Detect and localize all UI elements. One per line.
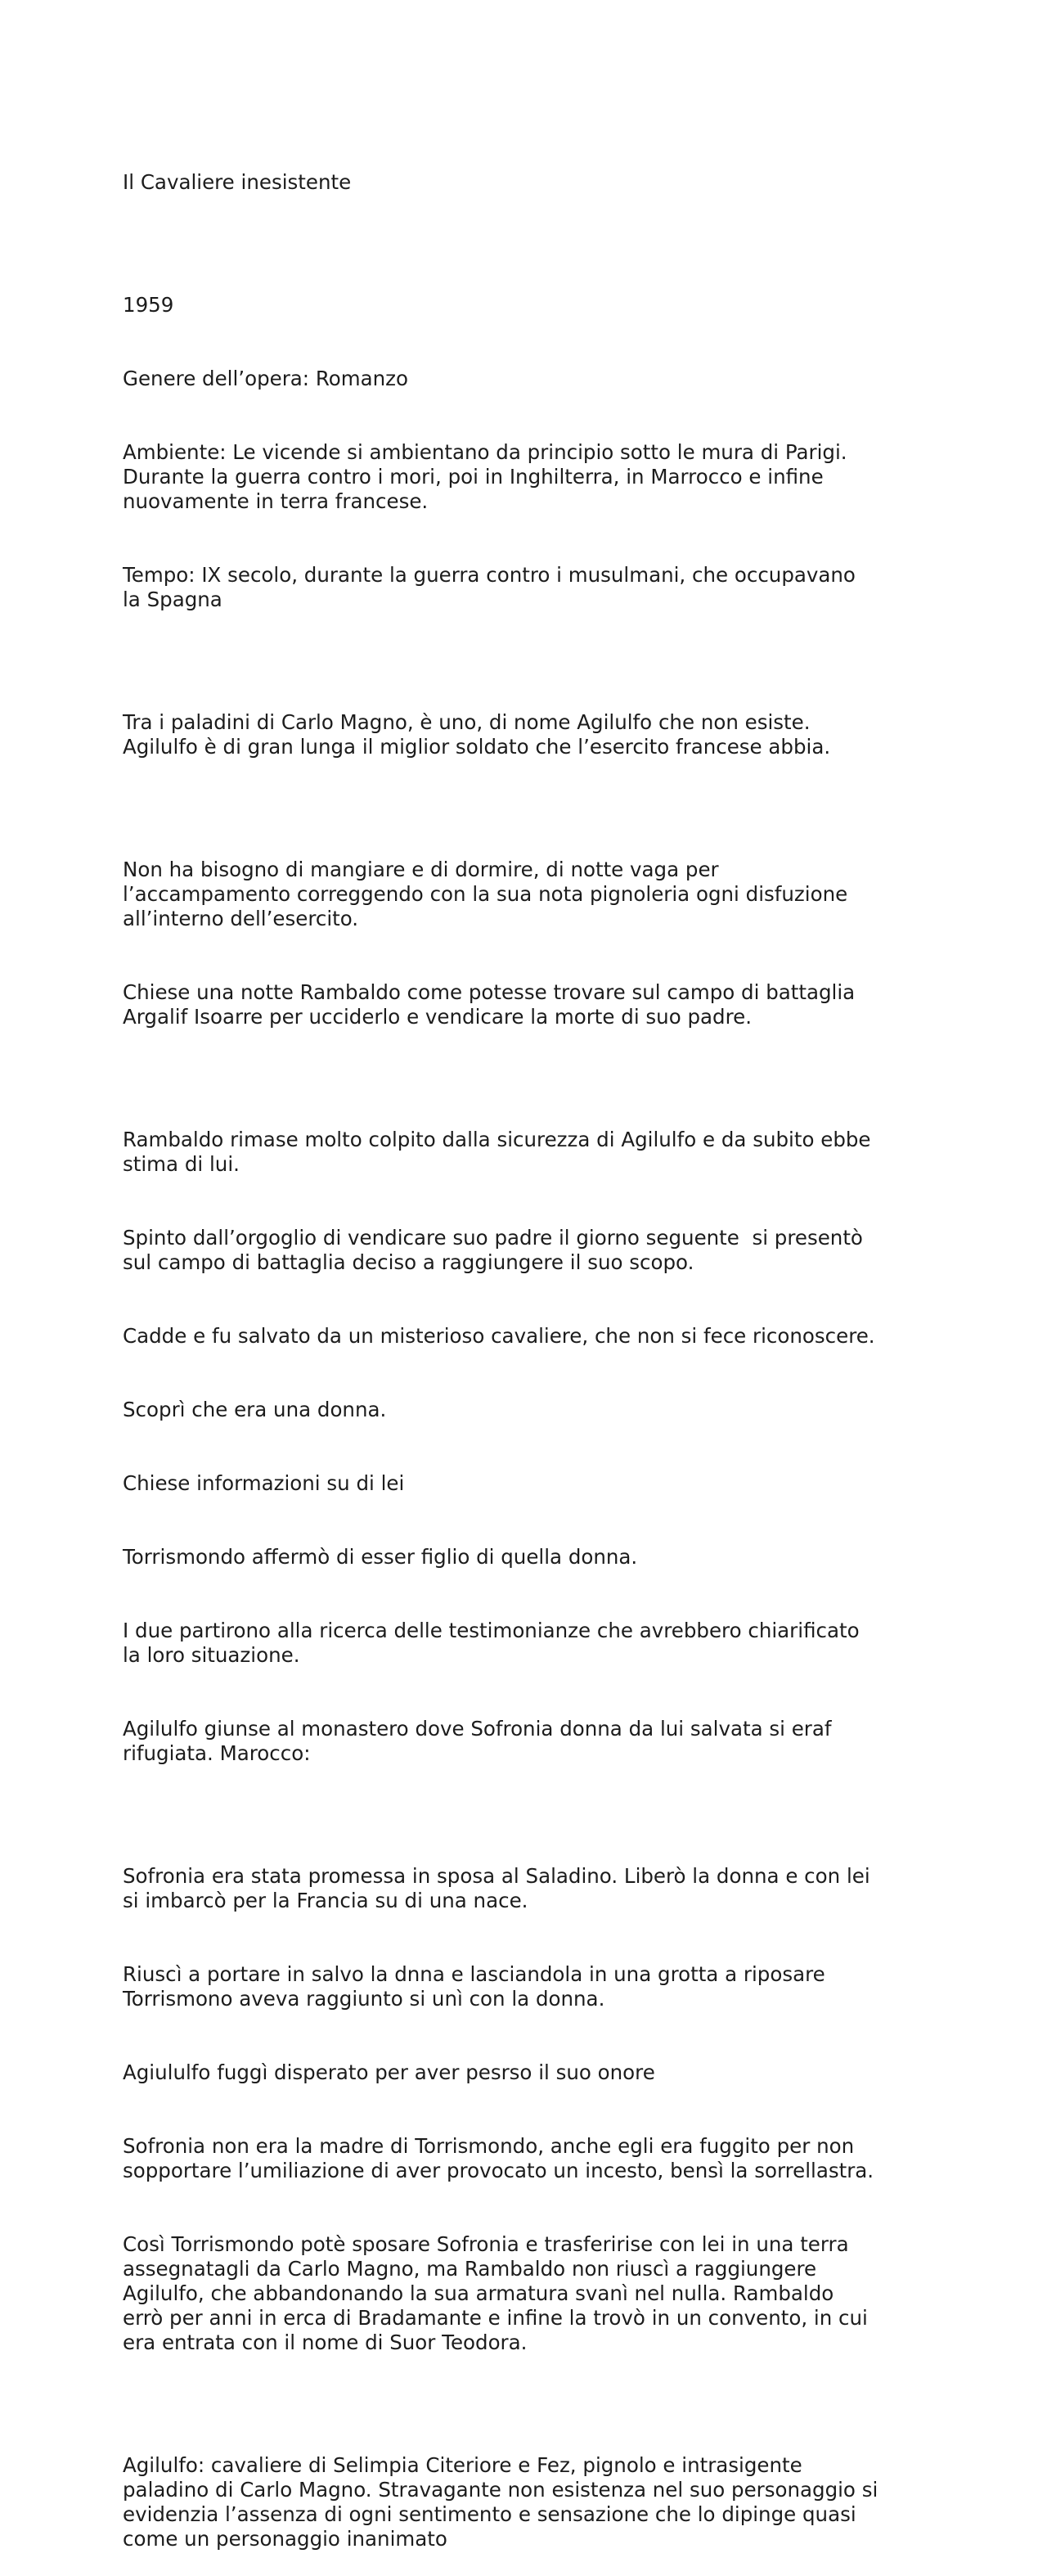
plot-paragraph: Chiese informazioni su di lei [123,1471,405,1495]
document-body [123,121,949,2576]
plot-paragraph: Agilulfo giunse al monastero dove Sofronia donna da lui salvata si eraf rifugiata. Marocco: [123,1717,832,1765]
plot-paragraph: Scoprì che era una donna. [123,1398,387,1421]
character-paragraph: Agilulfo: cavaliere di Selimpia Citeriore e Fez, pignolo e intrasigente paladino di Carlo Magno. Stravagante non esistenza nel suo personaggio si evidenzia l’assenza di ogni sentimento e sensazione che lo dipinge quasi come un personaggio inanimato [123,2453,878,2551]
plot-paragraph: Agiululfo fuggì disperato per aver pesrso il suo onore [123,2060,655,2084]
plot-paragraph: Rambaldo rimase molto colpito dalla sicurezza di Agilulfo e da subito ebbe stima di lui. [123,1128,871,1176]
plot-paragraph: Cadde e fu salvato da un misterioso cavaliere, che non si fece riconoscere. [123,1324,875,1348]
plot-paragraph: Sofronia non era la madre di Torrismondo, anche egli era fuggito per non sopportare l’umiliazione di aver provocato un incesto, bensì la sorrellastra. [123,2134,874,2182]
plot-paragraph: Torrismondo affermò di esser figlio di quella donna. [123,1545,638,1569]
setting-paragraph: Ambiente: Le vicende si ambientano da principio sotto le mura di Parigi. Durante la guerra contro i mori, poi in Inghilterra, in Marrocco e infine nuovamente in terra francese. [123,440,847,513]
document-title: Il Cavaliere inesistente [123,170,352,194]
plot-paragraph: Così Torrismondo potè sposare Sofronia e trasferirise con lei in una terra assegnatagli da Carlo Magno, ma Rambaldo non riuscì a raggiungere Agilulfo, che abbandonando la sua armatura svanì nel nulla. Rambaldo errò per anni in erca di Bradamante e infine la trovò in un convento, in cui era entrata con il nome di Suor Teodora. [123,2232,868,2354]
night-paragraph: Chiese una notte Rambaldo come potesse trovare sul campo di battaglia Argalif Isoarre per ucciderlo e vendicare la morte di suo padre. [123,980,856,1029]
plot-paragraph: Riuscì a portare in salvo la dnna e lasciandola in una grotta a riposare Torrismono aveva raggiunto si unì con la donna. [123,1962,825,2011]
year: 1959 [123,293,174,317]
intro-paragraph: Tra i paladini di Carlo Magno, è uno, di nome Agilulfo che non esiste. Agilulfo è di gran lunga il miglior soldato che l’esercito francese abbia. [123,710,831,759]
plot-paragraph: Sofronia era stata promessa in sposa al Saladino. Liberò la donna e con lei si imbarcò per la Francia su di una nace. [123,1864,870,1912]
plot-paragraph: Spinto dall’orgoglio di vendicare suo padre il giorno seguente si presentò sul campo di battaglia deciso a raggiungere il suo scopo. [123,1226,863,1274]
plot-paragraph: I due partirono alla ricerca delle testimonianze che avrebbero chiarificato la loro situazione. [123,1619,860,1667]
genre-line: Genere dell’opera: Romanzo [123,367,408,390]
night-paragraph: Non ha bisogno di mangiare e di dormire, di notte vaga per l’accampamento correggendo con la sua nota pignoleria ogni disfuzione all’interno dell’esercito. [123,858,848,930]
time-paragraph: Tempo: IX secolo, durante la guerra contro i musulmani, che occupavano la Spagna [123,563,856,611]
